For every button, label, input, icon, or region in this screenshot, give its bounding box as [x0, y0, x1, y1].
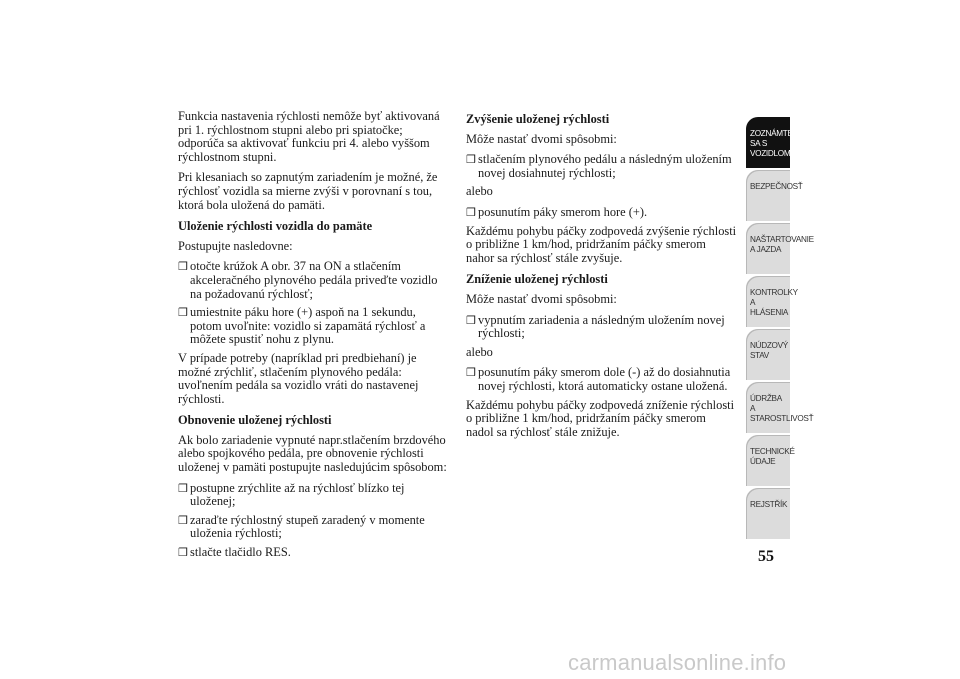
text-line: V prípade potreby (napríklad pri predbiehaní) je [178, 350, 417, 365]
text-line: Každému pohybu páčky zodpovedá zvýšenie rýchlosti [466, 223, 737, 238]
checkbox-bullet-icon: ❒ [466, 367, 476, 380]
chapter-tab-label: NAŠTARTOVANIE A JAZDA [750, 235, 814, 254]
text-line: ktorá bola uložená do pamäti. [178, 197, 325, 212]
text-line: otočte krúžok A obr. 37 na ON a stlačením [190, 259, 401, 274]
chapter-tabs [746, 117, 814, 541]
chapter-tab[interactable] [746, 329, 790, 380]
chapter-tab[interactable] [746, 435, 795, 486]
checkbox-bullet-icon: ❒ [178, 261, 188, 274]
text-line: novej dosiahnutej rýchlosti; [478, 165, 616, 180]
heading-store-speed: Uloženie rýchlosti vozidla do pamäte [178, 219, 373, 234]
text-line: rýchlosť vozidla sa mierne zvýši v porovnaní s tou, [178, 183, 433, 198]
bullet-item [178, 546, 456, 560]
bullet-item [178, 260, 456, 301]
chapter-tab-label: BEZPEČNOSŤ [750, 182, 803, 191]
text-line: stlačením plynového pedálu a následným uložením [478, 152, 732, 167]
text-line: vypnutím zariadenia a následným uložením novej [478, 312, 725, 327]
chapter-tab[interactable] [746, 276, 798, 327]
heading-resume-speed: Obnovenie uloženej rýchlosti [178, 413, 332, 428]
checkbox-bullet-icon: ❒ [178, 482, 188, 495]
text-line: posunutím páky smerom hore (+). [478, 204, 648, 219]
or-text: alebo [466, 344, 493, 359]
page-number: 55 [758, 548, 774, 565]
text-line: nadol sa rýchlosť stále znižuje. [466, 424, 620, 439]
text-line: akceleračného plynového pedála priveďte vozidlo [190, 272, 438, 287]
checkbox-bullet-icon: ❒ [178, 514, 188, 527]
text-line: možné zrýchliť, stlačením plynového pedála: [178, 364, 402, 379]
right-column [466, 110, 744, 446]
chapter-tab[interactable] [746, 488, 790, 539]
text-line: uloženej v pamäti postupujte nasledujúcim spôsobom: [178, 460, 447, 475]
text-line: o približne 1 km/hod, pridržaním páčky smerom [466, 237, 706, 252]
heading-increase-speed: Zvýšenie uloženej rýchlosti [466, 112, 610, 126]
chapter-tab[interactable] [746, 382, 814, 433]
bullet-item [466, 366, 744, 393]
bullet-item [466, 206, 744, 220]
text-line: zaraďte rýchlostný stupeň zaradený v momente [190, 512, 425, 527]
checkbox-bullet-icon: ❒ [466, 206, 476, 219]
chapter-tab-label: KONTROLKY A HLÁSENIA [750, 288, 798, 317]
chapter-tab[interactable] [746, 117, 793, 168]
text-line: môžete spustiť nohu z plynu. [190, 332, 334, 347]
text-line: rýchlosti; [478, 326, 525, 341]
text-line: uloženia rýchlosti; [190, 526, 282, 541]
decrease-paragraph [466, 399, 744, 440]
text-line: novej rýchlosti, ktorá automaticky ostane uložená. [478, 378, 728, 393]
proceed-text: Postupujte nasledovne: [178, 238, 293, 253]
two-ways-text: Môže nastať dvomi spôsobmi: [466, 131, 617, 146]
text-line: Pri klesaniach so zapnutým zariadením je možné, že [178, 170, 438, 185]
watermark: carmanualsonline.info [568, 650, 787, 675]
chapter-tab-label: NÚDZOVÝ STAV [750, 341, 788, 360]
chapter-tab-label: TECHNICKÉ ÚDAJE [750, 447, 795, 466]
text-line: postupne zrýchlite až na rýchlosť blízko tej [190, 480, 405, 495]
text-line: odporúča sa aktivovať funkciu pri 4. alebo vyššom [178, 136, 430, 151]
checkbox-bullet-icon: ❒ [178, 307, 188, 320]
chapter-tab-label: ÚDRŽBA A STAROSTLIVOSŤ [750, 394, 814, 423]
increase-paragraph [466, 225, 744, 266]
checkbox-bullet-icon: ❒ [178, 547, 188, 560]
bullet-item [178, 306, 456, 347]
text-line: pri 1. rýchlostnom stupni alebo pri spiatočke; [178, 122, 403, 137]
text-line: potom uvoľnite: vozidlo si zapamätá rýchlosť a [190, 318, 426, 333]
chapter-tab-label: ZOZNÁMTE SA S VOZIDLOM [750, 129, 793, 158]
text-line: na požadovanú rýchlosť; [190, 286, 313, 301]
bullet-item [178, 514, 456, 541]
bullet-item [466, 314, 744, 341]
text-line: Každému pohybu páčky zodpovedá zníženie rýchlosti [466, 397, 735, 412]
text-line: umiestnite páku hore (+) aspoň na 1 sekundu, [190, 305, 416, 320]
chapter-tab[interactable] [746, 170, 803, 221]
two-ways-text: Môže nastať dvomi spôsobmi: [466, 291, 617, 306]
bullet-item [466, 153, 744, 180]
bullet-item [178, 482, 456, 509]
chapter-tab[interactable] [746, 223, 814, 274]
text-line: nahor sa rýchlosť stále zvyšuje. [466, 250, 623, 265]
text-line: stlačte tlačidlo RES. [190, 545, 291, 560]
text-line: rýchlosti. [178, 391, 225, 406]
text-line: rýchlostnom stupni. [178, 149, 277, 164]
text-line: posunutím páky smerom dole (-) až do dosiahnutia [478, 365, 731, 380]
resume-paragraph [178, 434, 456, 475]
checkbox-bullet-icon: ❒ [466, 314, 476, 327]
heading-decrease-speed: Zníženie uloženej rýchlosti [466, 272, 608, 287]
checkbox-bullet-icon: ❒ [466, 154, 476, 167]
text-line: uloženej; [190, 494, 236, 509]
overtake-paragraph [178, 352, 456, 406]
text-line: Funkcia nastavenia rýchlosti nemôže byť aktivovaná [178, 109, 440, 123]
or-text: alebo [466, 184, 493, 199]
text-line: o približne 1 km/hod, pridržaním páčky smerom [466, 411, 706, 426]
intro-paragraph-2 [178, 171, 456, 212]
intro-paragraph-1 [178, 110, 456, 164]
text-line: uvoľnením pedála sa vozidlo vráti do nastavenej [178, 378, 419, 393]
text-line: Ak bolo zariadenie vypnuté napr.stlačením brzdového [178, 432, 446, 447]
chapter-tab-label: REJSTŘÍK [750, 500, 788, 509]
text-line: alebo spojkového pedála, pre obnovenie rýchlosti [178, 446, 424, 461]
left-column [178, 110, 456, 565]
